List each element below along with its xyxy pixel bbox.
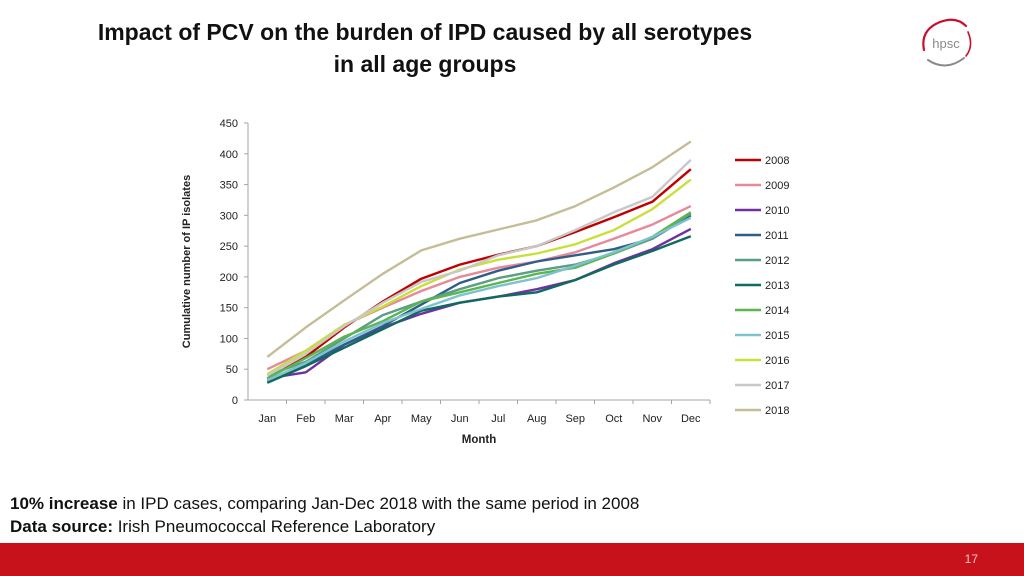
ipd-line-chart	[170, 108, 810, 453]
legend-label-2016: 2016	[765, 355, 790, 367]
x-tick-label: Feb	[296, 413, 316, 425]
series-line-2010	[267, 229, 691, 379]
y-tick-label: 150	[219, 302, 238, 315]
y-tick-label: 350	[219, 179, 238, 192]
legend-label-2010: 2010	[765, 205, 790, 217]
hpsc-logo	[918, 16, 974, 72]
data-source-label: Data source:	[10, 517, 113, 536]
x-tick-label: Sep	[565, 413, 586, 425]
legend-label-2015: 2015	[765, 330, 790, 342]
x-axis-ticks	[258, 400, 710, 425]
increase-highlight: 10% increase	[10, 494, 118, 513]
x-tick-label: May	[410, 413, 432, 425]
footer-line-1	[10, 492, 639, 515]
footer-note	[10, 492, 639, 538]
x-tick-label: Jun	[450, 413, 469, 425]
y-tick-label: 400	[219, 148, 238, 161]
logo-swoosh-2	[928, 58, 964, 66]
slide-title	[30, 16, 820, 80]
y-tick-label: 250	[219, 241, 238, 254]
legend-label-2011: 2011	[765, 230, 789, 242]
legend-label-2017: 2017	[765, 380, 790, 392]
x-tick-label: Jul	[491, 413, 506, 425]
x-tick-label: Dec	[680, 413, 701, 425]
series-lines	[267, 142, 691, 383]
x-tick-label: Oct	[605, 413, 623, 425]
chart-legend	[735, 155, 789, 417]
legend-label-2008: 2008	[765, 155, 790, 167]
logo-text: hpsc	[932, 36, 960, 51]
legend-label-2012: 2012	[765, 255, 790, 267]
legend-label-2018: 2018	[765, 405, 790, 417]
series-line-2011	[267, 215, 691, 381]
page-number: 17	[964, 552, 978, 566]
legend-label-2009: 2009	[765, 180, 790, 192]
legend-label-2013: 2013	[765, 280, 790, 292]
x-tick-label: Apr	[374, 413, 392, 425]
increase-description: in IPD cases, comparing Jan-Dec 2018 with the same period in 2008	[117, 494, 640, 513]
y-tick-label: 200	[219, 271, 238, 284]
data-source-value: Irish Pneumococcal Reference Laboratory	[112, 517, 436, 536]
y-axis-ticks	[220, 118, 248, 407]
footer-line-2	[10, 515, 639, 538]
y-axis-label: Cumulative number of IP isolates	[181, 174, 193, 349]
x-axis-label: Month	[461, 434, 497, 446]
y-tick-label: 450	[219, 118, 238, 130]
slide-title-line-2: in all age groups	[333, 51, 517, 77]
y-tick-label: 300	[219, 210, 238, 223]
bottom-red-bar	[0, 543, 1024, 576]
legend-label-2014: 2014	[765, 305, 790, 317]
y-tick-label: 50	[225, 364, 238, 377]
logo-swoosh-3	[966, 32, 971, 56]
slide-title-line-1: Impact of PCV on the burden of IPD caused by all serotypes	[97, 19, 753, 45]
y-tick-label: 100	[219, 333, 238, 346]
x-tick-label: Aug	[526, 413, 547, 425]
x-tick-label: Jan	[258, 413, 277, 425]
x-tick-label: Mar	[334, 413, 354, 425]
x-tick-label: Nov	[642, 413, 663, 425]
y-tick-label: 0	[231, 395, 238, 407]
